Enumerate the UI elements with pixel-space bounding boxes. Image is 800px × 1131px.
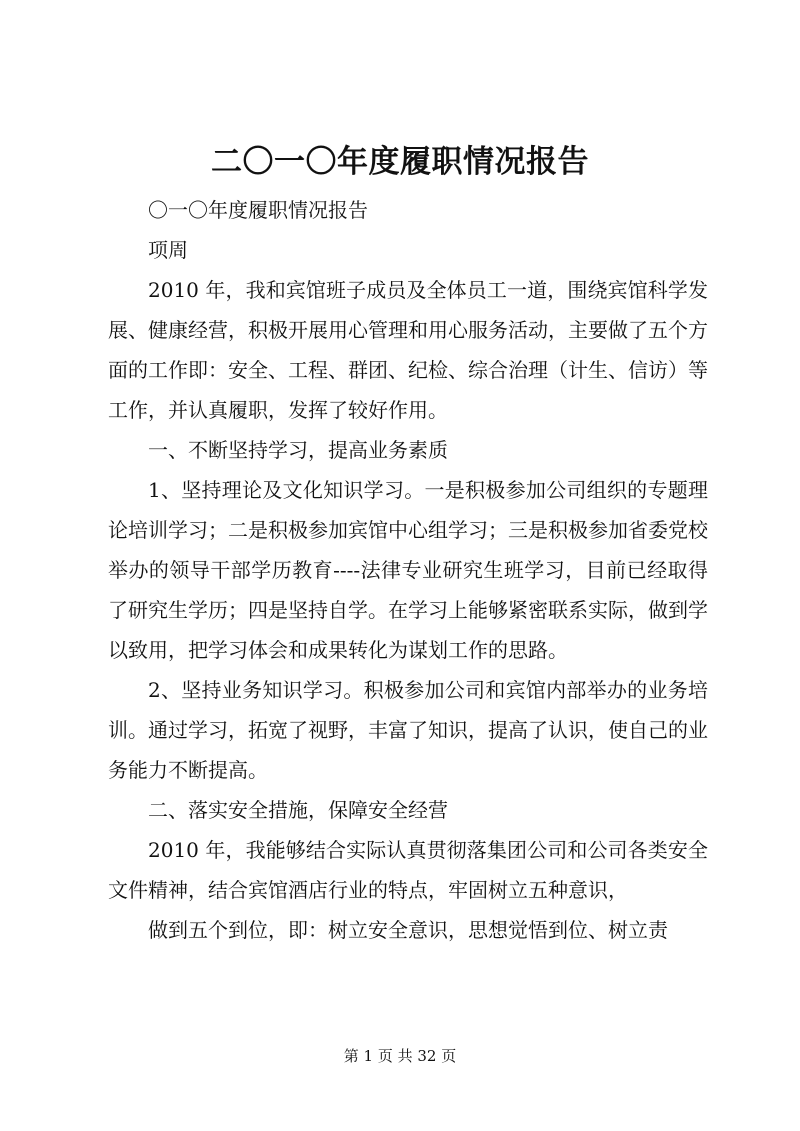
author-paragraph: 项周 — [148, 238, 188, 262]
intro-paragraph: 2010 年，我和宾馆班子成员及全体员工一道，围绕宾馆科学发展、健康经营，积极开展用心管理和用心服务活动，主要做了五个方面的工作即：安全、工程、群团、纪检、综合治理（计生、信访）等工作，并认真履职，发挥了较好作用。 — [108, 278, 708, 422]
safety-continuation-paragraph: 做到五个到位，即：树立安全意识，思想觉悟到位、树立责 — [148, 918, 668, 942]
document-title: 二〇一〇年度履职情况报告 — [211, 144, 589, 180]
section-heading-2: 二、落实安全措施，保障安全经营 — [148, 798, 448, 822]
section-heading-1: 一、不断坚持学习，提高业务素质 — [148, 438, 448, 462]
page-number-label: 第 1 页 共 32 页 — [343, 1047, 457, 1065]
page-footer — [0, 1046, 800, 1066]
document-body — [108, 190, 708, 950]
study-paragraph-1: 1、坚持理论及文化知识学习。一是积极参加公司组织的专题理论培训学习；二是积极参加宾馆中心组学习；三是积极参加省委党校举办的领导干部学历教育----法律专业研究生班学习，目前已经取得了研究生学历；四是坚持自学。在学习上能够紧密联系实际，做到学以致用，把学习体会和成果转化为谋划工作的思路。 — [108, 478, 708, 662]
study-paragraph-2: 2、坚持业务知识学习。积极参加公司和宾馆内部举办的业务培训。通过学习，拓宽了视野，丰富了知识，提高了认识，使自己的业务能力不断提高。 — [108, 678, 708, 782]
safety-paragraph: 2010 年，我能够结合实际认真贯彻落集团公司和公司各类安全文件精神，结合宾馆酒店行业的特点，牢固树立五种意识， — [108, 838, 708, 902]
subtitle-paragraph: 〇一〇年度履职情况报告 — [148, 198, 368, 222]
